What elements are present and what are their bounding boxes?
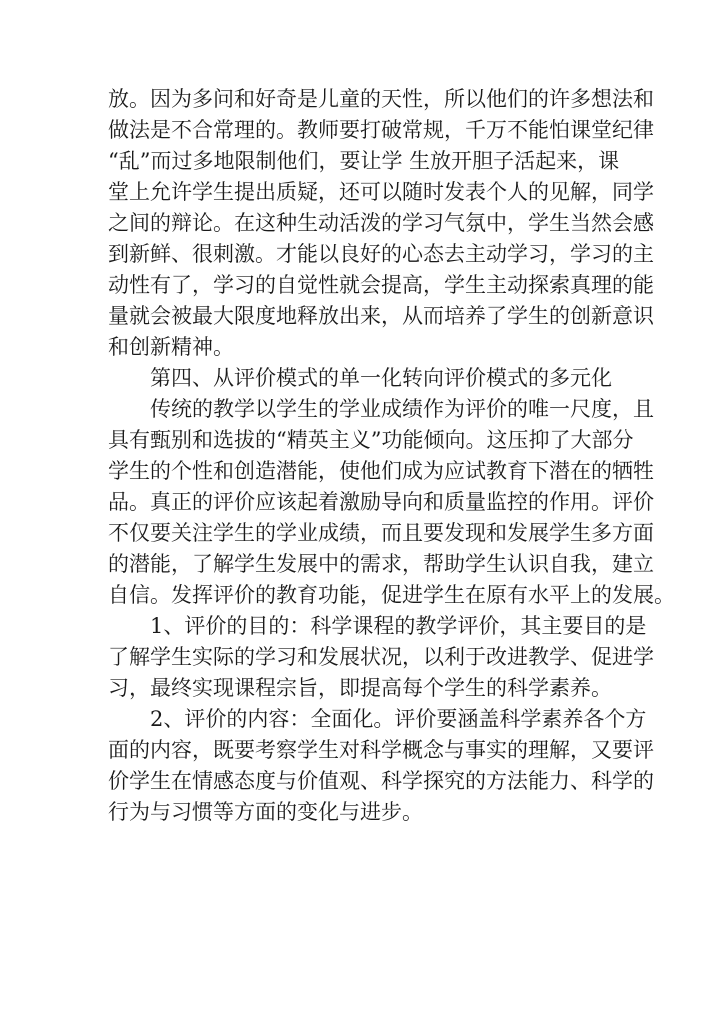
text-line: 到新鲜、很刺激。才能以良好的心态去主动学习，学习的主 [108, 242, 654, 266]
text-line: 学生的个性和创造潜能，使他们成为应试教育下潜在的牺牲 [108, 459, 654, 483]
text-line: 传统的教学以学生的学业成绩作为评价的唯一尺度，且 [150, 397, 654, 421]
text-line: 和创新精神。 [108, 335, 234, 359]
text-line: 量就会被最大限度地释放出来，从而培养了学生的创新意识 [108, 304, 654, 328]
text-line: 的潜能，了解学生发展中的需求，帮助学生认识自我，建立 [108, 552, 654, 576]
text-line: 面的内容，既要考察学生对科学概念与事实的理解，又要评 [108, 738, 654, 762]
text-line: 价学生在情感态度与价值观、科学探究的方法能力、科学的 [108, 769, 654, 793]
text-line: “乱”而过多地限制他们，要让学 生放开胆子活起来，课 [108, 149, 620, 173]
text-line: 习，最终实现课程宗旨，即提高每个学生的科学素养。 [108, 676, 612, 700]
body-text [108, 84, 675, 828]
section-heading: 第四、从评价模式的单一化转向评价模式的多元化 [150, 366, 612, 390]
text-line: 动性有了，学习的自觉性就会提高，学生主动探索真理的能 [108, 273, 654, 297]
text-line: 1、评价的目的：科学课程的教学评价，其主要目的是 [150, 614, 647, 638]
text-line: 自信。发挥评价的教育功能，促进学生在原有水平上的发展。 [108, 583, 675, 607]
text-line: 了解学生实际的学习和发展状况，以利于改进教学、促进学 [108, 645, 654, 669]
text-line: 不仅要关注学生的学业成绩，而且要发现和发展学生多方面 [108, 521, 654, 545]
text-line: 堂上允许学生提出质疑，还可以随时发表个人的见解，同学 [108, 180, 654, 204]
text-line: 品。真正的评价应该起着激励导向和质量监控的作用。评价 [108, 490, 654, 514]
text-line: 具有甄别和选拔的“精英主义”功能倾向。这压抑了大部分 [108, 428, 634, 452]
text-line: 做法是不合常理的。教师要打破常规，千万不能怕课堂纪律 [108, 118, 654, 142]
text-line: 之间的辩论。在这种生动活泼的学习气氛中，学生当然会感 [108, 211, 654, 235]
text-line: 行为与习惯等方面的变化与进步。 [108, 800, 423, 824]
text-line: 2、评价的内容：全面化。评价要涵盖科学素养各个方 [150, 707, 647, 731]
text-line: 放。因为多问和好奇是儿童的天性，所以他们的许多想法和 [108, 87, 654, 111]
